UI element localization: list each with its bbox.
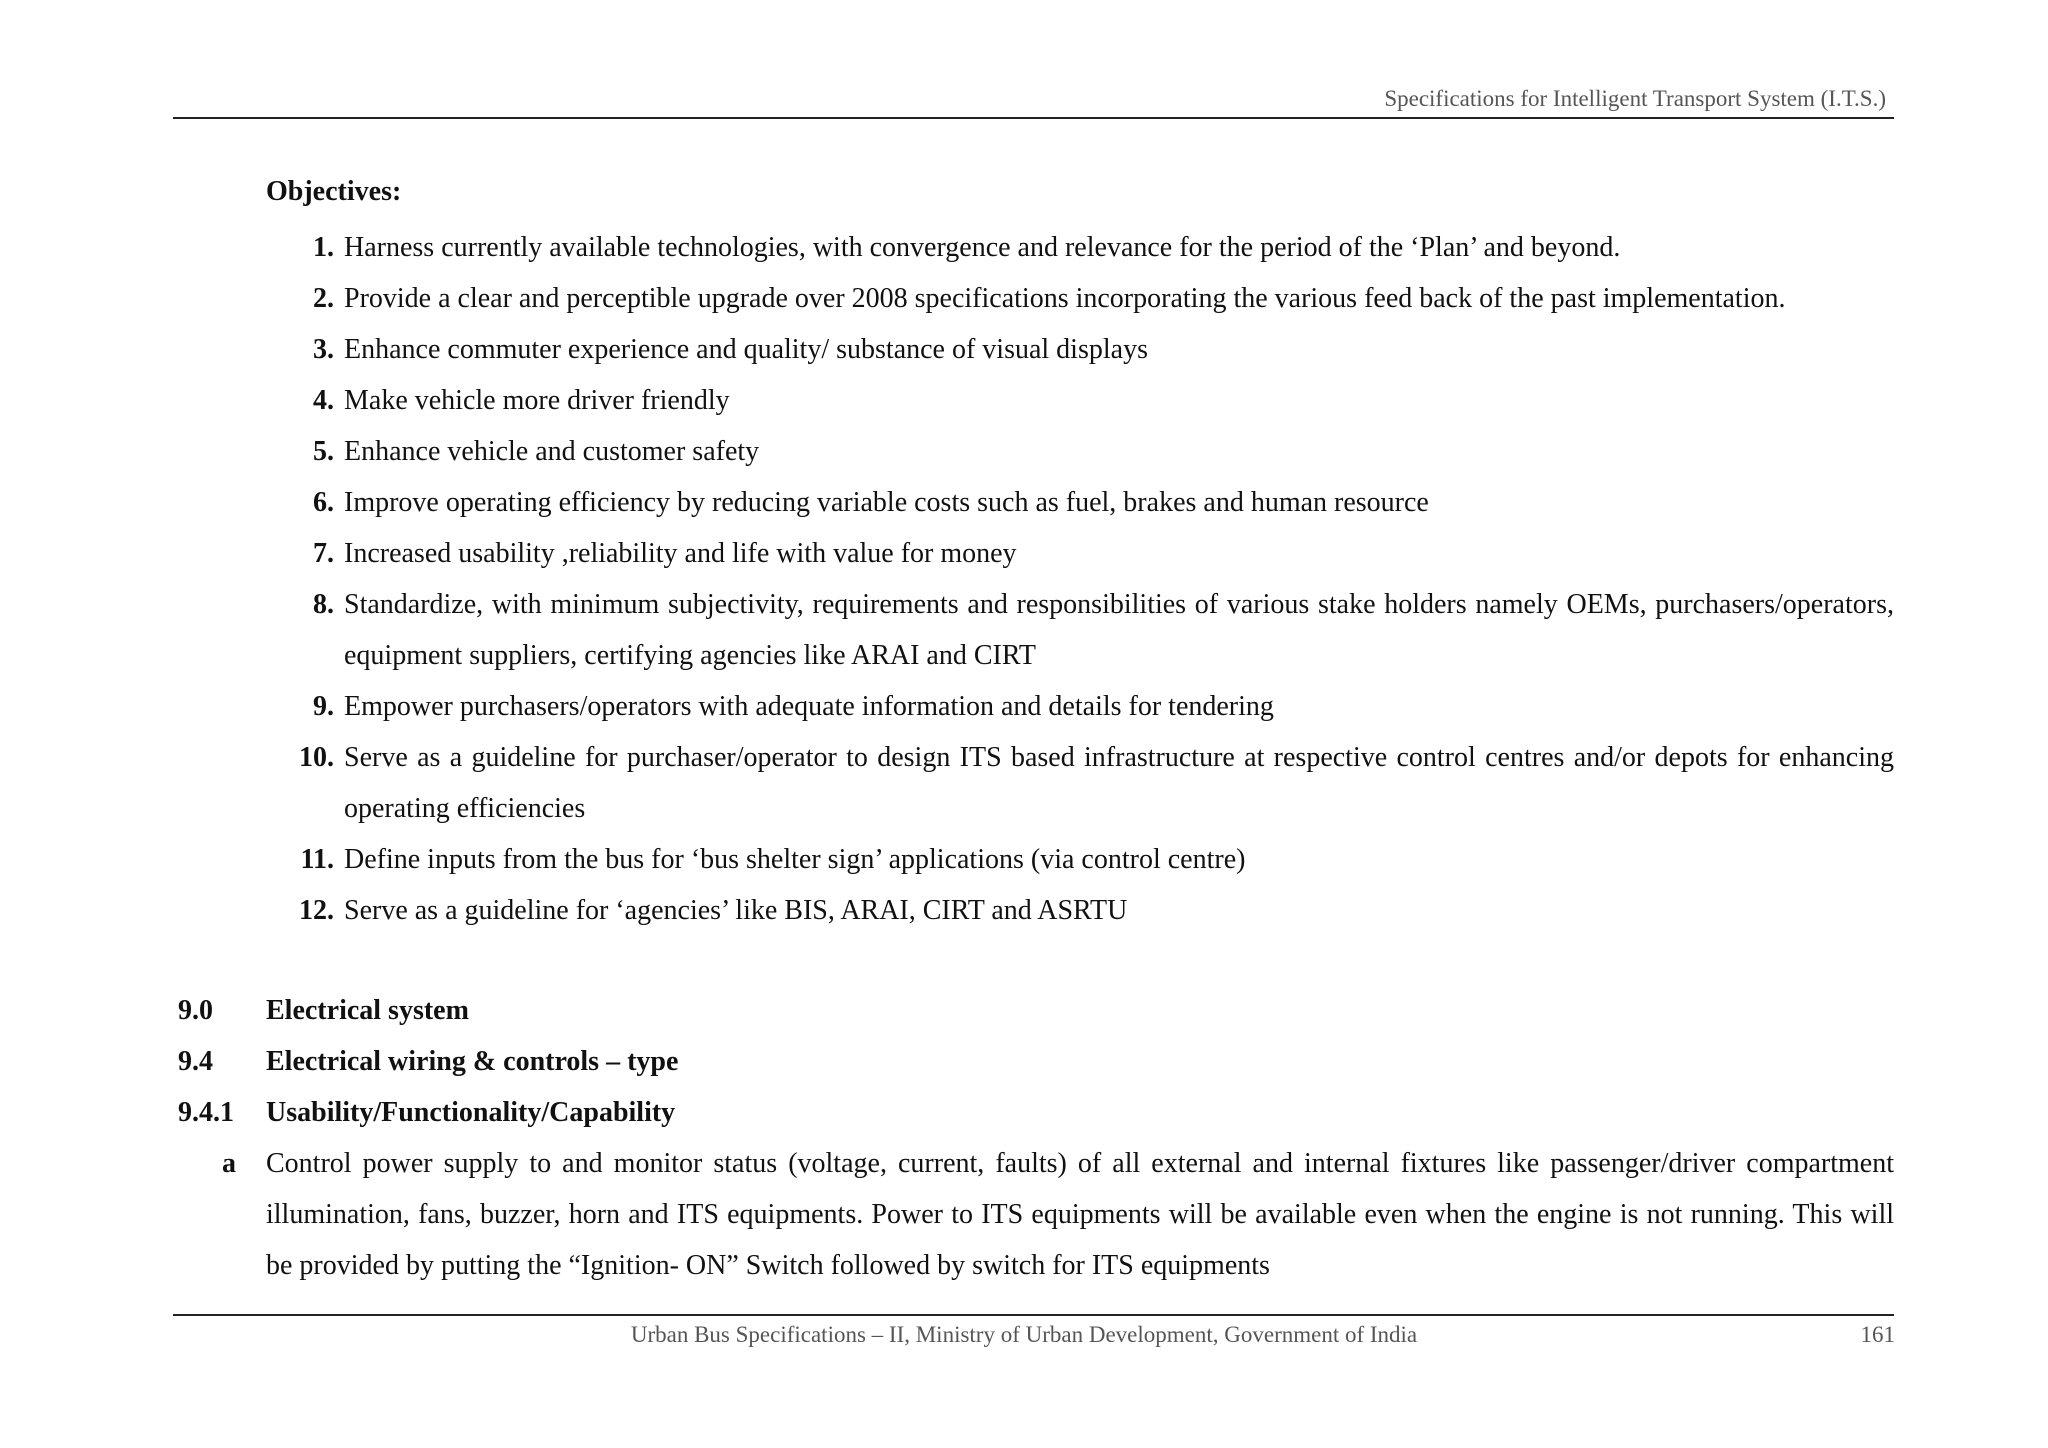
list-item-text: Harness currently available technologies, with convergence and relevance for the period of the ‘Plan’ and beyond. (344, 232, 1621, 263)
list-item-number: 9. (313, 691, 334, 722)
list-item-number: 12. (299, 895, 334, 926)
list-item-number: 4. (313, 385, 334, 416)
clause-text: Control power supply to and monitor status (voltage, current, faults) of all external and internal fixtures like passenger/driver compartment illumination, fans, buzzer, horn and ITS equipments. Power to ITS equipments will be available even when the engine is not running. This will be provided by putting the “Ignition- ON” Switch followed by switch for ITS equipments (266, 1148, 1894, 1281)
section-title: Usability/Functionality/Capability (266, 1097, 676, 1128)
list-item (266, 426, 1894, 477)
list-item-number: 10. (299, 742, 334, 773)
section-number: 9.4 (178, 1046, 213, 1077)
list-item-text: Serve as a guideline for ‘agencies’ like BIS, ARAI, CIRT and ASRTU (344, 895, 1128, 926)
page-footer-text: Urban Bus Specifications – II, Ministry of Urban Development, Government of India (630, 1322, 1418, 1347)
list-item-number: 1. (313, 232, 334, 263)
list-item-number: 2. (313, 283, 334, 314)
section-heading-usability (178, 1087, 1894, 1138)
header-rule (173, 117, 1894, 119)
section-number: 9.0 (178, 995, 213, 1026)
clause-paragraph (178, 1138, 1894, 1291)
list-item-text: Enhance vehicle and customer safety (344, 436, 760, 467)
section-heading-electrical-wiring (178, 1036, 1894, 1087)
page-number: 161 (1860, 1322, 1895, 1347)
list-item-text: Enhance commuter experience and quality/ substance of visual displays (344, 334, 1148, 365)
list-item-text: Improve operating efficiency by reducing variable costs such as fuel, brakes and human resource (344, 487, 1429, 518)
list-item-number: 6. (313, 487, 334, 518)
list-item (266, 681, 1894, 732)
list-item-number: 7. (313, 538, 334, 569)
list-item-text: Provide a clear and perceptible upgrade over 2008 specifications incorporating the various feed back of the past implementation. (344, 283, 1786, 314)
page-header-title: Specifications for Intelligent Transport System (I.T.S.) (1384, 86, 1886, 111)
list-item-number: 3. (313, 334, 334, 365)
list-item-number: 11. (300, 844, 334, 875)
section-title: Electrical system (266, 995, 469, 1026)
list-item (266, 834, 1894, 885)
list-item-number: 8. (313, 589, 334, 620)
section-heading-electrical-system (178, 985, 1894, 1036)
section-title: Electrical wiring & controls – type (266, 1046, 679, 1077)
list-item-text: Standardize, with minimum subjectivity, requirements and responsibilities of various stake holders namely OEMs, purchasers/operators, equipment suppliers, certifying agencies like ARAI and CIRT (344, 589, 1894, 671)
list-item-text: Serve as a guideline for purchaser/operator to design ITS based infrastructure at respective control centres and/or depots for enhancing operating efficiencies (344, 742, 1894, 824)
list-item-text: Increased usability ,reliability and life with value for money (344, 538, 1017, 569)
list-item-text: Define inputs from the bus for ‘bus shelter sign’ applications (via control centre) (344, 844, 1246, 875)
list-item (266, 375, 1894, 426)
list-item (266, 273, 1894, 324)
list-item (266, 732, 1894, 834)
list-item (266, 477, 1894, 528)
list-item-number: 5. (313, 436, 334, 467)
list-item (266, 885, 1894, 936)
section-number: 9.4.1 (178, 1097, 234, 1128)
clause-label: a (222, 1148, 236, 1179)
list-item-text: Make vehicle more driver friendly (344, 385, 730, 416)
list-item (266, 324, 1894, 375)
list-item (266, 579, 1894, 681)
list-item (266, 528, 1894, 579)
objectives-heading: Objectives: (266, 176, 402, 207)
objectives-list (266, 222, 1894, 936)
footer-rule (173, 1314, 1894, 1316)
list-item (266, 222, 1894, 273)
list-item-text: Empower purchasers/operators with adequate information and details for tendering (344, 691, 1274, 722)
